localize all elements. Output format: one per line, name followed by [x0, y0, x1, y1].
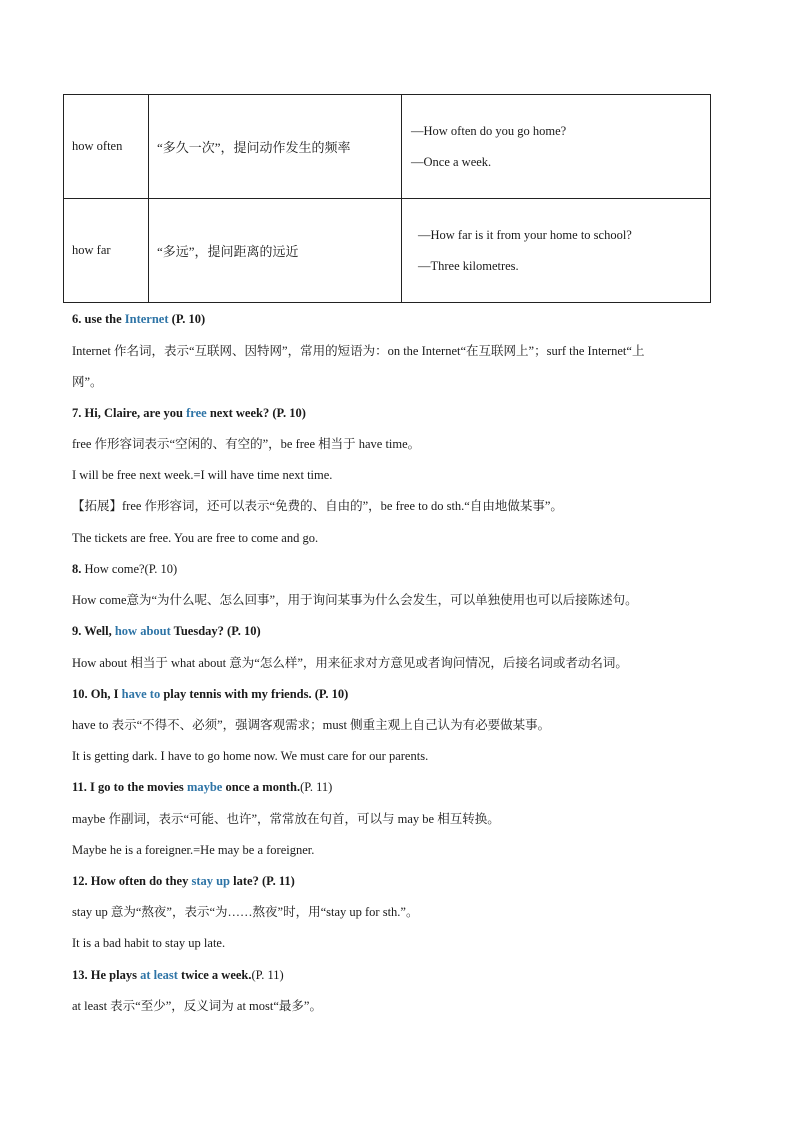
item-heading: 11. I go to the movies maybe once a month.(P. 11): [72, 780, 333, 794]
phrase-table: [63, 94, 711, 303]
meaning-cell: “多久一次”，提问动作发生的频率: [149, 95, 402, 199]
key-phrase: Internet: [124, 312, 169, 326]
item-text: The tickets are free. You are free to come and go.: [72, 531, 319, 545]
example-line: —Once a week.: [411, 154, 492, 169]
item-heading: 9. Well, how about Tuesday? (P. 10): [72, 624, 261, 638]
table-row: [64, 199, 711, 303]
item-text: at least 表示“至少”，反义词为 at most“最多”。: [72, 999, 322, 1013]
item-text: free 作形容词表示“空闲的、有空的”，be free 相当于 have time。: [72, 437, 421, 451]
key-phrase: maybe: [186, 780, 223, 794]
example-line: —How often do you go home?: [411, 123, 567, 138]
term-cell: how often: [64, 95, 149, 199]
key-phrase: at least: [140, 968, 178, 982]
item-text: stay up 意为“熬夜”，表示“为……熬夜”时，用“stay up for sth.”。: [72, 905, 419, 919]
item-heading: 13. He plays at least twice a week.(P. 11): [72, 968, 284, 982]
item-text: Maybe he is a foreigner.=He may be a foreigner.: [72, 843, 315, 857]
item-text: How come意为“为什么呢、怎么回事”，用于询问某事为什么会发生，可以单独使用也可以后接陈述句。: [72, 593, 638, 607]
key-phrase: how about: [114, 624, 171, 638]
item-text: How about 相当于 what about 意为“怎么样”，用来征求对方意见或者询问情况，后接名词或者动名词。: [72, 656, 628, 670]
item-text: It is getting dark. I have to go home now. We must care for our parents.: [72, 749, 429, 763]
key-phrase: stay up: [191, 874, 231, 888]
example-line: —Three kilometres.: [418, 258, 519, 273]
example-line: —How far is it from your home to school?: [418, 227, 632, 242]
item-text: I will be free next week.=I will have time next time.: [72, 468, 333, 482]
item-text: maybe 作副词，表示“可能、也许”，常常放在句首，可以与 may be 相互转换。: [72, 812, 500, 826]
example-cell: [402, 95, 711, 199]
meaning-cell: “多远”，提问距离的远近: [149, 199, 402, 303]
item-text: It is a bad habit to stay up late.: [72, 936, 226, 950]
item-heading: 7. Hi, Claire, are you free next week? (P. 10): [72, 406, 306, 420]
item-text: 【拓展】free 作形容词，还可以表示“免费的、自由的”，be free to do sth.“自由地做某事”。: [72, 499, 563, 513]
term-cell: how far: [64, 199, 149, 303]
item-heading: 10. Oh, I have to play tennis with my friends. (P. 10): [72, 687, 349, 701]
item-text: have to 表示“不得不、必须”，强调客观需求；must 侧重主观上自己认为有必要做某事。: [72, 718, 551, 732]
key-phrase: free: [186, 406, 207, 420]
item-heading: 12. How often do they stay up late? (P. 11): [72, 874, 295, 888]
table-row: [64, 95, 711, 199]
item-heading: 8. How come?(P. 10): [72, 562, 178, 576]
example-cell: [402, 199, 711, 303]
item-heading: 6. use the Internet (P. 10): [72, 312, 206, 326]
item-text: 网”。: [72, 375, 103, 389]
key-phrase: have to: [121, 687, 161, 701]
item-text: Internet 作名词，表示“互联网、因特网”，常用的短语为：on the Internet“在互联网上”；surf the Internet“上: [72, 344, 645, 358]
